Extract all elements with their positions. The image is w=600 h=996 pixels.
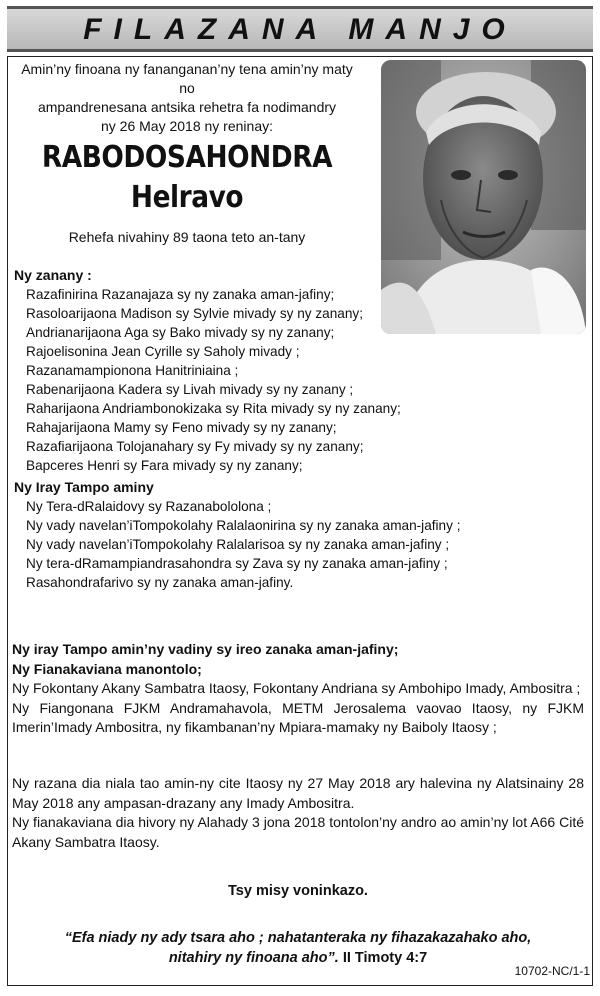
list-item: Rajoelisonina Jean Cyrille sy Saholy mivady ; [26,344,300,359]
churches-text: Ny Fiangonana FJKM Andramahavola, METM Jerosalema vaovao Itaosy, ny FJKM Imerin’Imady Ambositra, ny fikambanan’ny Mpiara-mamaky ny Baiboly Itaosy ; [12,699,584,735]
verse-line: nitahiry ny finoana aho”. [168,950,339,966]
intro-text [12,60,362,136]
list-item: Razanamampionona Hanitriniaina ; [26,363,239,378]
notice-reference: 10702-NC/1-1 [514,964,590,978]
list-item: Razafiarijaona Tolojanahary sy Fy mivady sy ny zanany; [26,439,364,454]
deceased-surname: RABODOSAHONDRA [41,140,333,175]
list-item: Rahajarijaona Mamy sy Feno mivady sy ny zanany; [26,420,337,435]
list-item: Rasoloarijaona Madison sy Sylvie mivady sy ny zanany; [26,306,363,321]
list-item: Ny tera-dRamampiandrasahondra sy Zava sy ny zanaka aman-jafiny ; [26,556,448,571]
age-line: Rehefa nivahiny 89 taona teto an-tany [68,229,306,245]
verse-reference: II Timoty 4:7 [338,950,428,966]
funeral-section [12,774,584,852]
list-item: Rabenarijaona Kadera sy Livah mivady sy ny zanany ; [26,382,354,397]
list-item: Ny vady navelan’iTompokolahy Ralalaonirina sy ny zanaka aman-jafiny ; [26,518,461,533]
departure-text: Ny razana dia niala tao amin-ny cite Itaosy ny 27 May 2018 ary halevina ny Alatsinainy 28 May 2018 any ampasan-drazany any Imady Ambositra. [12,775,584,811]
family-line: Ny Fianakaviana manontolo; [12,660,202,677]
list-item: Raharijaona Andriambonokizaka sy Rita mivady sy ny zanany; [26,401,401,416]
list-item: Andrianarijaona Aga sy Bako mivady sy ny zanany; [26,325,335,340]
intro-line: Amin’ny finoana ny fananganan’ny tena amin’ny maty no [21,61,353,96]
notice-header [7,6,593,52]
fokontany-text: Ny Fokontany Akany Sambatra Itaosy, Fokontany Andriana sy Ambohipo Imady, Ambositra ; [12,680,581,696]
children-list [14,285,584,475]
intro-line: ny 26 May 2018 ny reninay: [101,118,273,134]
family-line: Ny iray Tampo amin’ny vadiny sy ireo zanaka aman-jafiny; [12,641,399,657]
list-item: Bapceres Henri sy Fara mivady sy ny zanany; [26,458,303,473]
family-section [12,640,584,738]
deceased-name [33,138,341,218]
children-title: Ny zanany : [14,267,92,283]
siblings-title: Ny Iray Tampo aminy [14,479,154,495]
notice-title: FILAZANA MANJO [83,12,517,46]
bible-verse [12,928,584,968]
list-item: Razafinirina Razanajaza sy ny zanaka aman-jafiny; [26,287,335,302]
intro-line: ampandrenesana antsika rehetra fa nodimandry [37,99,337,115]
list-item: Ny vady navelan’iTompokolahy Ralalarisoa sy ny zanaka aman-jafiny ; [26,537,450,552]
list-item: Rasahondrafarivo sy ny zanaka aman-jafiny. [26,575,294,590]
gathering-text: Ny fianakaviana dia hivory ny Alahady 3 jona 2018 tontolon’ny andro ao amin’ny lot A66 Cité Akany Sambatra Itaosy. [12,814,584,850]
no-flowers-text: Tsy misy voninkazo. [228,883,368,899]
deceased-given-name: Helravo [130,180,244,215]
siblings-list [14,497,584,592]
children-section [14,266,584,592]
verse-line: “Efa niady ny ady tsara aho ; nahatanteraka ny fihazakazahako aho, [64,930,532,946]
list-item: Ny Tera-dRalaidovy sy Razanabololona ; [26,499,272,514]
